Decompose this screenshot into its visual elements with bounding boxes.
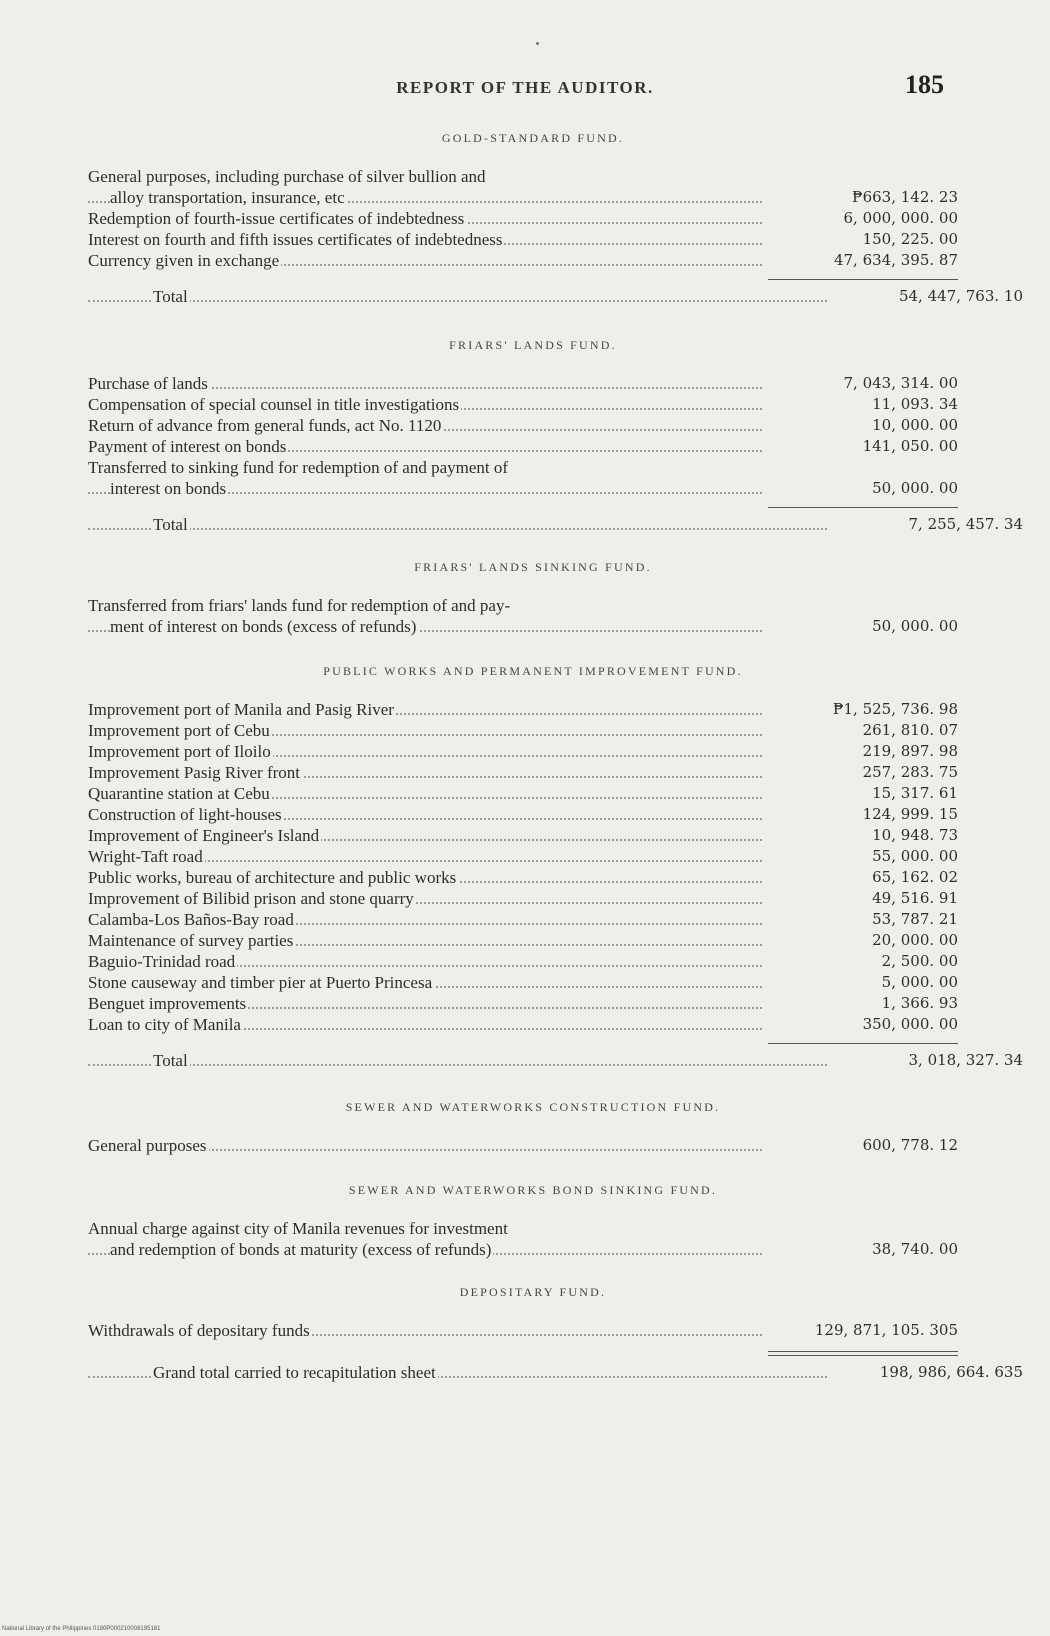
report-body [88, 128, 1023, 1383]
row-label [88, 867, 768, 888]
row-label-text: Benguet improvements [88, 994, 247, 1013]
ledger-row [88, 373, 958, 394]
row-label [88, 1135, 768, 1156]
grand-total-label-text: Grand total carried to recapitulation sheet [153, 1363, 436, 1382]
total-label [88, 286, 833, 307]
ledger-row [88, 699, 958, 720]
total-amount: 3, 018, 327. 34 [908, 1051, 1023, 1069]
row-label-text: Maintenance of survey parties [88, 931, 294, 950]
ledger-row [88, 930, 958, 951]
section-title: FRIARS' LANDS SINKING FUND. [414, 560, 652, 574]
row-amount: 50, 000. 00 [872, 479, 958, 497]
row-label [88, 972, 768, 993]
ledger-rows [88, 166, 958, 271]
total-amount: 54, 447, 763. 10 [898, 287, 1023, 305]
total-amount: 7, 255, 457. 34 [908, 515, 1023, 533]
ledger-row [88, 825, 958, 846]
row-amount: 47, 634, 395. 87 [833, 251, 958, 269]
row-label-text: Wright-Taft road [88, 847, 203, 866]
ledger-row [88, 415, 958, 436]
total-rule [768, 507, 958, 508]
ledger-rows [88, 699, 958, 1035]
ledger-row [88, 909, 958, 930]
fund-section [88, 335, 1023, 535]
row-amount: 141, 050. 00 [862, 437, 958, 455]
ledger-row [88, 1135, 958, 1156]
ledger-row [88, 720, 958, 741]
fund-section [88, 128, 1023, 307]
ledger-row [88, 229, 958, 250]
row-label-text: Improvement Pasig River front [88, 763, 300, 782]
total-row [88, 1050, 1023, 1071]
row-label [88, 595, 768, 637]
row-label [88, 415, 768, 436]
row-label [88, 720, 768, 741]
page-number: 185 [905, 70, 944, 99]
ledger-row [88, 951, 958, 972]
row-label [88, 762, 768, 783]
ledger-row [88, 888, 958, 909]
running-title: REPORT OF THE AUDITOR. [396, 78, 654, 97]
ledger-row [88, 1014, 958, 1035]
row-label [88, 804, 768, 825]
row-label [88, 825, 768, 846]
ledger-row [88, 250, 958, 271]
row-label-line2 [88, 187, 768, 208]
row-label-text: Return of advance from general funds, act No. 1120 [88, 416, 442, 435]
row-amount: 2, 500. 00 [881, 952, 958, 970]
ledger-row [88, 804, 958, 825]
row-label [88, 208, 768, 229]
row-label-text: Public works, bureau of architecture and public works [88, 868, 457, 887]
ledger-row [88, 972, 958, 993]
row-label [88, 166, 768, 208]
row-label [88, 1320, 768, 1341]
row-amount: ₱1, 525, 736. 98 [832, 700, 958, 718]
row-label-text: Withdrawals of depositary funds [88, 1321, 310, 1340]
ledger-rows [88, 1218, 958, 1260]
row-label [88, 951, 768, 972]
row-label-text: Improvement of Engineer's Island [88, 826, 320, 845]
row-label [88, 250, 768, 271]
row-amount: 53, 787. 21 [872, 910, 958, 928]
total-rule [768, 279, 958, 280]
row-label-text: Improvement port of Cebu [88, 721, 270, 740]
row-label [88, 1218, 768, 1260]
row-label [88, 741, 768, 762]
row-label-text: Improvement port of Manila and Pasig River [88, 700, 394, 719]
row-amount: 124, 999. 15 [862, 805, 958, 823]
row-amount: 129, 871, 105. 305 [814, 1321, 958, 1339]
ledger-row [88, 1320, 958, 1341]
row-label-line1: Transferred to sinking fund for redemption of and payment of [88, 458, 509, 477]
row-amount: 350, 000. 00 [862, 1015, 958, 1033]
row-label [88, 1014, 768, 1035]
row-label-line1: General purposes, including purchase of silver bullion and [88, 167, 486, 186]
row-amount: ₱663, 142. 23 [851, 188, 958, 206]
row-label-text: Payment of interest on bonds [88, 437, 287, 456]
row-label-text: Baguio-Trinidad road [88, 952, 236, 971]
ledger-row [88, 457, 958, 499]
row-label [88, 373, 768, 394]
archive-tag: National Library of the Philippines 0180P000210008195181 [2, 1626, 161, 1632]
row-label-text: Purchase of lands [88, 374, 208, 393]
grand-total-rule [768, 1351, 958, 1356]
row-amount: 11, 093. 34 [872, 395, 958, 413]
section-title: GOLD-STANDARD FUND. [441, 131, 625, 145]
row-label [88, 846, 768, 867]
total-label-text: Total [153, 1051, 188, 1070]
grand-total-label [88, 1362, 833, 1383]
section-title: DEPOSITARY FUND. [459, 1285, 607, 1299]
ledger-row [88, 595, 958, 637]
row-amount: 1, 366. 93 [881, 994, 958, 1012]
row-label-text: Calamba-Los Baños-Bay road [88, 910, 294, 929]
row-label-text: Stone causeway and timber pier at Puerto Princesa [88, 973, 433, 992]
row-label-text: General purposes [88, 1136, 207, 1155]
row-label [88, 930, 768, 951]
row-label [88, 888, 768, 909]
row-amount: 257, 283. 75 [862, 763, 958, 781]
row-label-line2 [88, 1239, 768, 1260]
row-label-line2 [88, 478, 768, 499]
row-amount: 6, 000, 000. 00 [843, 209, 958, 227]
ledger-row [88, 436, 958, 457]
row-label-line2-text: and redemption of bonds at maturity (excess of refunds) [110, 1240, 492, 1259]
ledger-rows [88, 595, 958, 637]
ledger-row [88, 762, 958, 783]
row-amount: 55, 000. 00 [872, 847, 958, 865]
ledger-row [88, 166, 958, 208]
printing-dot [536, 42, 539, 45]
fund-section [88, 557, 958, 637]
ledger-rows [88, 373, 958, 499]
ledger-rows [88, 1320, 958, 1341]
row-label-text: Loan to city of Manila [88, 1015, 241, 1034]
ledger-rows [88, 1135, 958, 1156]
row-amount: 10, 000. 00 [872, 416, 958, 434]
ledger-row [88, 741, 958, 762]
row-label-line1: Transferred from friars' lands fund for redemption of and pay- [88, 596, 511, 615]
ledger-row [88, 993, 958, 1014]
grand-total-row [88, 1362, 1023, 1383]
fund-section [88, 1097, 958, 1156]
row-label-line2 [88, 616, 768, 637]
row-label [88, 457, 768, 499]
row-amount: 38, 740. 00 [872, 1240, 958, 1258]
total-rule [768, 1043, 958, 1044]
grand-total-amount: 198, 986, 664. 635 [879, 1363, 1023, 1381]
section-title: PUBLIC WORKS AND PERMANENT IMPROVEMENT FUND. [323, 664, 743, 678]
section-title: SEWER AND WATERWORKS CONSTRUCTION FUND. [345, 1100, 721, 1114]
row-label-text: Construction of light-houses [88, 805, 282, 824]
ledger-row [88, 783, 958, 804]
row-label-line1: Annual charge against city of Manila revenues for investment [88, 1219, 508, 1238]
row-label-text: Redemption of fourth-issue certificates of indebtedness [88, 209, 465, 228]
row-amount: 15, 317. 61 [872, 784, 958, 802]
ledger-row [88, 1218, 958, 1260]
row-label [88, 229, 768, 250]
section-title: FRIARS' LANDS FUND. [449, 338, 617, 352]
row-label [88, 993, 768, 1014]
ledger-row [88, 208, 958, 229]
total-row [88, 514, 1023, 535]
row-amount: 49, 516. 91 [872, 889, 958, 907]
row-label [88, 783, 768, 804]
fund-section [88, 1180, 958, 1260]
row-amount: 150, 225. 00 [862, 230, 958, 248]
row-label [88, 436, 768, 457]
row-amount: 50, 000. 00 [872, 617, 958, 635]
row-label-line2-text: alloy transportation, insurance, etc [110, 188, 345, 207]
total-label [88, 514, 833, 535]
ledger-row [88, 867, 958, 888]
section-title: SEWER AND WATERWORKS BOND SINKING FUND. [348, 1183, 718, 1197]
row-amount: 20, 000. 00 [872, 931, 958, 949]
fund-section [88, 661, 1023, 1071]
row-label-line2-text: ment of interest on bonds (excess of refunds) [110, 617, 417, 636]
row-label-text: Improvement of Bilibid prison and stone quarry [88, 889, 414, 908]
ledger-row [88, 394, 958, 415]
row-label-text: Quarantine station at Cebu [88, 784, 270, 803]
row-label [88, 394, 768, 415]
row-amount: 7, 043, 314. 00 [843, 374, 958, 392]
total-row [88, 286, 1023, 307]
row-amount: 65, 162. 02 [872, 868, 958, 886]
row-label-text: Improvement port of Iloilo [88, 742, 271, 761]
row-label [88, 699, 768, 720]
row-amount: 261, 810. 07 [862, 721, 958, 739]
row-amount: 600, 778. 12 [862, 1136, 958, 1154]
ledger-row [88, 846, 958, 867]
fund-section [88, 1282, 958, 1341]
row-label-line2-text: interest on bonds [110, 479, 227, 498]
row-label-text: Compensation of special counsel in title investigations [88, 395, 460, 414]
total-label-text: Total [153, 287, 188, 306]
row-label [88, 909, 768, 930]
row-amount: 219, 897. 98 [862, 742, 958, 760]
row-amount: 5, 000. 00 [881, 973, 958, 991]
row-label-text: Currency given in exchange [88, 251, 280, 270]
total-label-text: Total [153, 515, 188, 534]
row-amount: 10, 948. 73 [872, 826, 958, 844]
total-label [88, 1050, 833, 1071]
row-label-text: Interest on fourth and fifth issues certificates of indebtedness [88, 230, 503, 249]
